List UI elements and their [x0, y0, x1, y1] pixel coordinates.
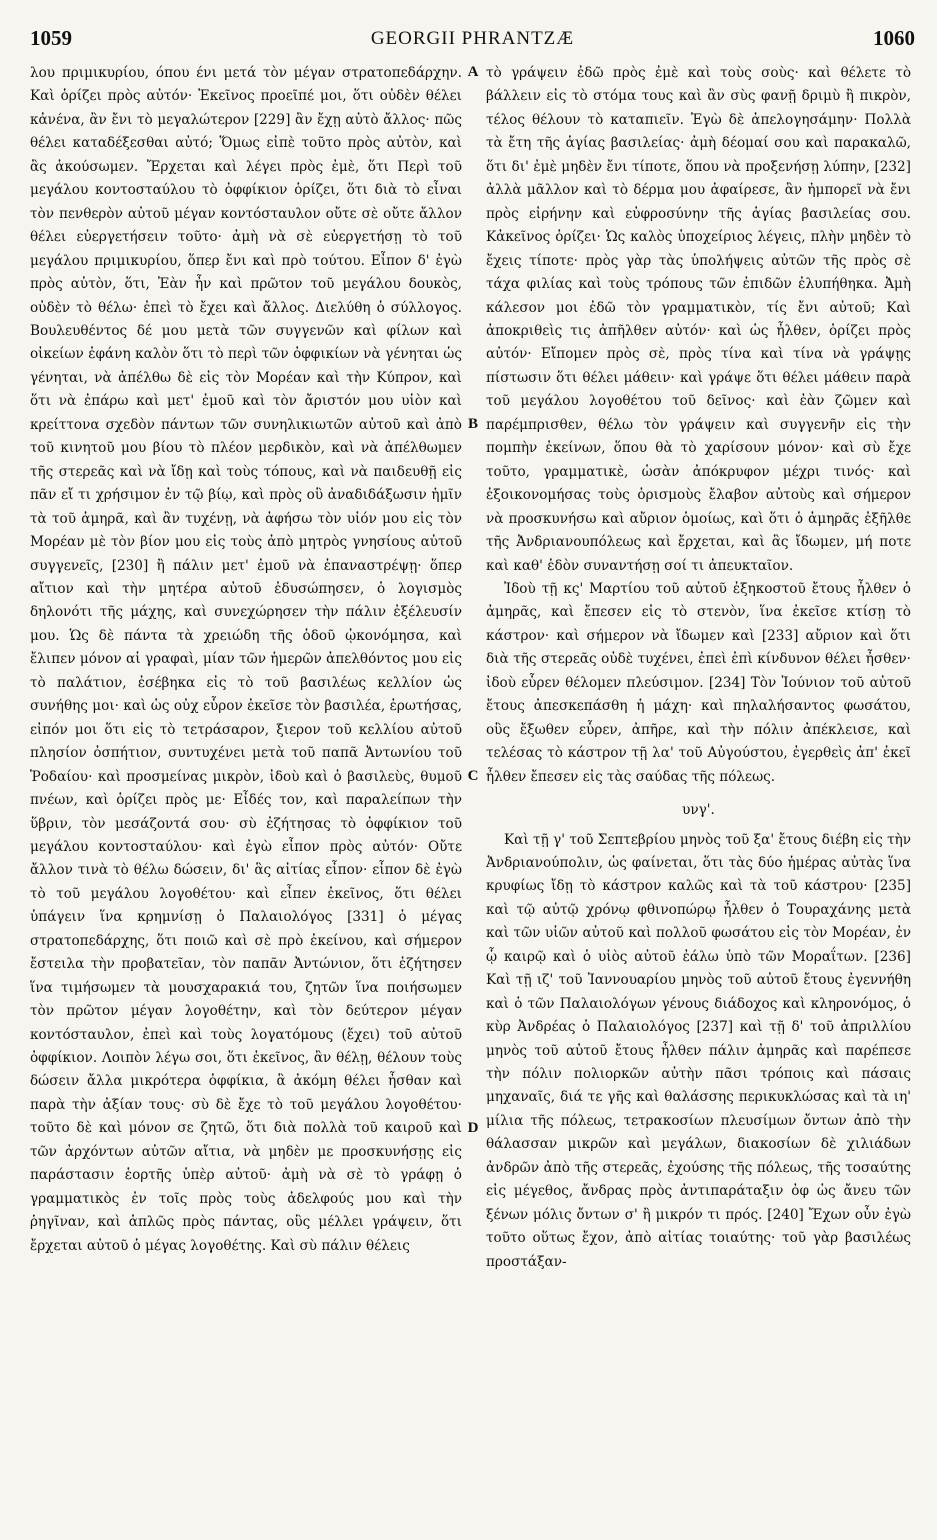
- running-header: [30, 26, 915, 56]
- left-column-text: λου πριμικυρίου, όπου ένι μετά τὸν μέγαν στρατοπεδάρχην. Καὶ ὁρίζει πρὸς αὐτόν· Ἐκεῖνος προεῖπέ μοι, ὅτι οὐδὲν θέλει κἀνένα, ἂν ἔνι τὸ μεγαλώτερον [229] ἂν ἔχῃ αὐτὸ ἄλλος· πῶς θέλει καταδέξεσθαι αὐτό; Ὅμως εἰπὲ τοῦτο πρὸς αὐτὸν, καὶ ἂς ἀκούσωμεν. Ἔρχεται καὶ λέγει πρὸς ἐμὲ, ὅτι Περὶ τοῦ μεγάλου κοντοσταύλου τὸ ὀφφίκιον ὁρίζει, ὅτι διὰ τὸ εἶναι τὸν πενθερὸν αὐτοῦ μέγαν κοντόσταυλον οὔτε σὲ οὔτε ἄλλον θέλει εὐεργετήσειν τοῦτο· ἀμὴ νὰ σὲ εὐεργετήσῃ τὸ τοῦ μεγάλου πριμικυρίου, ὅπερ ἔνι καὶ πρὸ τούτου. Εἶπον δ' ἐγὼ πρὸς αὐτὸν, ὅτι, Ἐὰν ἦν καὶ πρῶτον τοῦ μεγάλου δουκὸς, οὐδὲν τὸ θέλω· ἐπεὶ τὸ ἔχει καὶ ἄλλος. Διελύθη ὁ σύλλογος. Βουλευθέντος δέ μου μετὰ τῶν συγγενῶν καὶ φίλων καὶ οἰκείων ἐφάνη καλὸν ὅτι τὸ περὶ τῶν ὀφφικίων νὰ γένηται ὡς γένηται, νὰ ἀπέλθω δὲ εἰς τὸν Μορέαν καὶ τὴν Κύπρον, καὶ ὅτι νὰ ἐπάρω καὶ μετ' ἐμοῦ καὶ τὸν ἄριστόν μου υἱὸν καὶ κρείττονα σχεδὸν πάντων τῶν συνηλικιωτῶν αὐτοῦ καὶ ἀπὸ τοῦ κινητοῦ μου βίου τὸ πλέον μερδικὸν, καὶ νὰ ἀπέλθωμεν τῆς στερεᾶς καὶ νὰ ἴδῃ καὶ τοὺς τόπους, καὶ νὰ παιδευθῇ εἰς πᾶν εἴ τι χρήσιμον ἐν τῷ βίῳ, καὶ πρὸς οὓ ἀναδιδάξωσιν ἡμῖν τὰ τοῦ ἀμηρᾶ, καὶ ἂν τυχένῃ, νὰ ἀφήσω τὸν υἱόν μου εἰς τὸν Μορέαν μὲ τὸν βίον μου εἰς τοὺς ἀπὸ μητρὸς γνησίους αὐτοῦ συγγενεῖς, [230] ἢ πάλιν μετ' ἐμοῦ νὰ ἐπαναστρέψῃ· ὅπερ αἴτιον καὶ τὴν μητέρα αὐτοῦ ἐδυσώπησεν, ὁ λογισμὸς δηλονότι τῆς μάχης, καὶ συνεχώρησεν τὴν πάλιν ἐξέλευσίν μου. Ὡς δὲ πάντα τὰ χρειώδη τῆς ὁδοῦ ᾠκονόμησα, καὶ ἔλιπεν μόνον αἱ γραφαὶ, μίαν τῶν ἡμερῶν ἀπελθόντος μου εἰς τὸ παλάτιον, ἐσέβηκα εἰς τὸ τοῦ βασιλέως κελλίον ὡς συνήθης μοι· καὶ ὡς οὐχ εὗρον ἐκεῖσε τὸν βασιλέα, ἐρωτήσας, εἰπόν μοι ὅτι εἰς τὸ τετράσαρον, ξιερον τοῦ κελλίου αὐτοῦ πλησίον ὀσπήτιον, συντυχένει μετὰ τοῦ παπᾶ Ἀντωνίου τοῦ Ῥοδαίου· καὶ προσμείνας μικρὸν, ἰδοὺ καὶ ὁ βασιλεὺς, θυμοῦ πνέων, καὶ ὁρίζει πρὸς με· Εἶδές τον, καὶ παραλείπων τὴν ὕβριν, τὸν μεσάζοντά σου· σὺ ἐζήτησας τὸ ὀφφίκιον τοῦ μεγάλου κοντοσταύλου· καὶ ἐγὼ εἶπον πρὸς αὐτόν· Οὔτε ἄλλον τινὰ τὸ θέλω δώσειν, δι' ἃς αἰτίας εἶπον· εἶπον δὲ ἐγὼ τὸ τοῦ μεγάλου λογοθέτου· καὶ εἶπεν ἐκεῖνος, ὅτι θέλει ὑπάγειν ἵνα κρημνίσῃ ὁ Παλαιολόγος [331] ὁ μέγας στρατοπεδάρχης, ὅτι ποιῶ καὶ σὲ πρὸ ἐκείνου, καὶ σήμερον ἔστειλα τὴν προβατεῖαν, τὸν παπᾶν Ἀντώνιον, ὅτι ἐζήτησεν ἵνα τιμήσωμεν τὰ μουσχαρακιά του, ζητῶν ἵνα ποιήσωμεν τὸν πρῶτον μέγαν λογοθέτην, καὶ τὸν δεύτερον μέγαν κοντόσταυλον, ἐπεὶ καὶ τοὺς λογατόμους (ἔχει) τοῦ αὐτοῦ ὀφφίκιον. Λοιπὸν λέγω σοι, ὅτι ἐκεῖνος, ἂν θέλῃ, θέλουν τοὺς δώσειν ἄλλα μικρότερα ὀφφίκια, ἃ ἀκόμη θέλει ἦσθαν καὶ παρὰ τὴν ἀξίαν τους· σὺ δὲ ἔχε τὸ τοῦ μεγάλου λογοθέτου· τοῦτο δὲ καὶ μόνον σε ζητῶ, ὅτι διὰ πολλὰ τοῦ καιροῦ καὶ τῶν ἀρχόντων αὐτῶν αἴτια, νὰ μηδὲν με προσκυνήσῃς εἰς παράστασιν ἑορτῆς ὑπὲρ αὐτοῦ· ἀμὴ νὰ σὲ τὸ γράφῃ ὁ γραμματικὸς ἐν τοῖς πρὸς τοὺς ἀδελφούς μου καὶ τὴν ῥηγῖναν, καὶ ἁπλῶς πρὸς πάντας, οὓς μέλλει γράψειν, ὅτι ἔρχεται αὐτοῦ ὁ μέγας λογοθέτης. Καὶ σὺ πάλιν θέλεις: [30, 65, 462, 1254]
- right-para-3: Καὶ τῇ γ' τοῦ Σεπτεβρίου μηνὸς τοῦ ξα' ἔτους διέβη εἰς τὴν Ἀνδριανούπολιν, ὡς φαίνεται, ὅτι τὰς δύο ἡμέρας αὐτὰς ἵνα κρυφίως ἴδῃ τὸ κάστρον καλῶς καὶ τὰ τοῦ κάστρου· [235] καὶ τῷ αὐτῷ χρόνῳ φθινοπώρῳ ἦλθεν ὁ Τουραχάνης μετὰ καὶ τῶν υἱῶν αὐτοῦ καὶ πολλοῦ φωσάτου εἰς τὸν Μορέαν, ἐν ᾧ καιρῷ καὶ ὁ υἱὸς αὐτοῦ ἐάλω ὑπὸ τῶν Μοραΐτων. [236] Καὶ τῇ ιζ' τοῦ Ἰαννουαρίου μηνὸς τοῦ αὐτοῦ ἔτους ἐγεννήθη καὶ ὁ τῶν Παλαιολόγων γένους διάδοχος καὶ κληρονόμος, ὁ κὺρ Ἀνδρέας ὁ Παλαιολόγος [237] καὶ τῇ δ' τοῦ ἀπριλλίου μηνὸς τοῦ αὐτοῦ ἔτους ἦλθεν πάλιν ἀμηρᾶς καὶ παρέπεσε τὴν πόλιν πολιορκῶν αὐτὴν πᾶσι τρόποις καὶ πάσαις μηχαναῖς, διά τε γῆς καὶ θαλάσσης περικυκλώσας καὶ τὰ ιη' μίλια τῆς πόλεως, τετρακοσίων πλευσίμων ὄντων ἀπὸ τὴν θάλασσαν μικρῶν καὶ μεγάλων, διακοσίων δὲ χιλιάδων ἀνδρῶν ἀπὸ τῆς στερεᾶς, ἐχούσης τῆς πόλεως, τῆς τοσαύτης εἰς μέγεθος, ἄνδρας πρὸς ἀντιπαράταξιν ὀφ ὡς ἄνευ τῶν ξένων μόλις ὄντων σ' ἢ μικρόν τι πρός. [240] Ἔχων οὖν ἐγὼ τοῦτο οὕτως ἔχον, ἀπὸ αἰτίας τοιαύτης· τοῦ γὰρ βασιλέως προστάξαν-: [486, 831, 911, 1270]
- right-column: [486, 62, 911, 1522]
- page-number-left: 1059: [30, 26, 72, 50]
- margin-letter-c: C: [467, 768, 479, 784]
- margin-letter-a: A: [467, 64, 479, 80]
- right-para-2: Ἰδοὺ τῇ κς' Μαρτίου τοῦ αὐτοῦ ἐξηκοστοῦ ἔτους ἦλθεν ὁ ἀμηρᾶς, καὶ ἔπεσεν εἰς τὸ στενὸν, ἵνα ἐκεῖσε κτίσῃ τὸ κάστρον· καὶ σήμερον νὰ ἴδωμεν καὶ [233] αὔριον καὶ ὅτι διὰ τῆς στερεᾶς οὐδὲ τυχένει, ἐπεὶ ἐπὶ κίνδυνον θέλει ἦσθεν· ἰδοὺ εὗρεν θέλομεν πλεύσιμον. [234] Τὸν Ἰούνιον τοῦ αὐτοῦ ἔτους ἀπεσκεπάσθη ἡ μάχη· καὶ πηλαλήσαντος φωσάτου, οὓς ἔξωθεν εὗρεν, ἀπῆρε, καὶ τὴν πόλιν ἀπέκλεισε, καὶ τελέσας τὸ κάστρον τῇ λα' τοῦ Αὐγούστου, ἐγερθεὶς ἀπ' ἐκεῖ ἦλθεν ἔπεσεν εἰς τὰς σαύδας τῆς πόλεως.: [486, 580, 911, 785]
- section-heading: υνγ'.: [682, 802, 715, 819]
- page-number-right: 1060: [873, 26, 915, 50]
- right-para-1: τὸ γράψειν ἐδῶ πρὸς ἐμὲ καὶ τοὺς σοὺς· καὶ θέλετε τὸ βάλλειν εἰς τὸ στόμα τους καὶ ἂν σὺς φανῇ δριμὺ ἢ πικρὸν, τέλος θέλουν τὸ καταπιεῖν. Ἐγὼ δὲ ἀπελογησάμην· Πολλὰ τὰ ἔτη τῆς ἁγίας βασιλείας· ἀμὴ δέομαί σου καὶ παρακαλῶ, ὅτι δι' ἐμὲ μηδὲν ἔνι τίποτε, ὅπου νὰ προξενήσῃ λύπην, [232] ἀλλὰ μᾶλλον καὶ τὸ δέρμα μου ἀφαίρεσε, ἂν ἠμπορεῖ νὰ ἔνι πρὸς εἰρήνην καὶ εὐφροσύνην τῆς ἁγίας βασιλείας σου. Κἀκεῖνος ὁρίζει· Ὡς καλὸς ὑποχείριος λέγεις, πλὴν μηδὲν τὸ ἔχεις τίποτε· πρὸς γὰρ τὰς ὑπολήψεις αὐτῶν τῆς πρὸς σὲ τάχα φιλίας καὶ τοὺς τρόπους τῶν ἐπιδῶν ἐλυπήθηκα. Ἀμὴ κάλεσον μοι ἐδῶ τὸν γραμματικὸν, τίς ἔνι αὐτοῦ; Καὶ ἀποκριθεὶς τις ἀπῆλθεν αὐτόν· καὶ ὡς ἦλθεν, ὁρίζει πρὸς αὐτόν· Εἴπομεν πρὸς σὲ, πρὸς τίνα καὶ τίνα νὰ γράψῃς πίστωσιν ὅτι θέλει μάθειν· καὶ γράψε ὅτι θέλει μάθειν παρὰ τοῦ μεγάλου λογοθέτου τοῦ δεῖνος· καὶ ἐὰν ζῶμεν καὶ παρέμπρισθεν, θέλω τὸν γράψειν καὶ συγγενῆν εἰς τὴν πομπὴν ἐκείνων, ὅπου θὰ τὸ χαρίσουν μόνον· καὶ σὺ ἔχε τοῦτο, γραμματικὲ, ὡσὰν ἀπόκρυφον μέχρι τινός· καὶ ἐξοικονομήσας τοὺς ὁρισμοὺς ἔλαβον αὐτοὺς καὶ σήμερον νὰ προσκυνήσω καὶ αὔριον ὁμοίως, καὶ ὅτι ὁ ἀμηρᾶς ἐξῆλθε τῆς Ἀνδριανουπόλεως καὶ ἔρχεται, καὶ ἂς ἴδωμεν, μή ποτε καὶ καθ' ἑδὸν συναντήσῃ σοί τι ἀπευκταῖον.: [486, 65, 911, 574]
- margin-letter-b: B: [467, 416, 478, 432]
- running-title: GEORGII PHRANTZÆ: [370, 28, 575, 49]
- left-column: [30, 62, 462, 1522]
- margin-letter-d: D: [467, 1120, 479, 1136]
